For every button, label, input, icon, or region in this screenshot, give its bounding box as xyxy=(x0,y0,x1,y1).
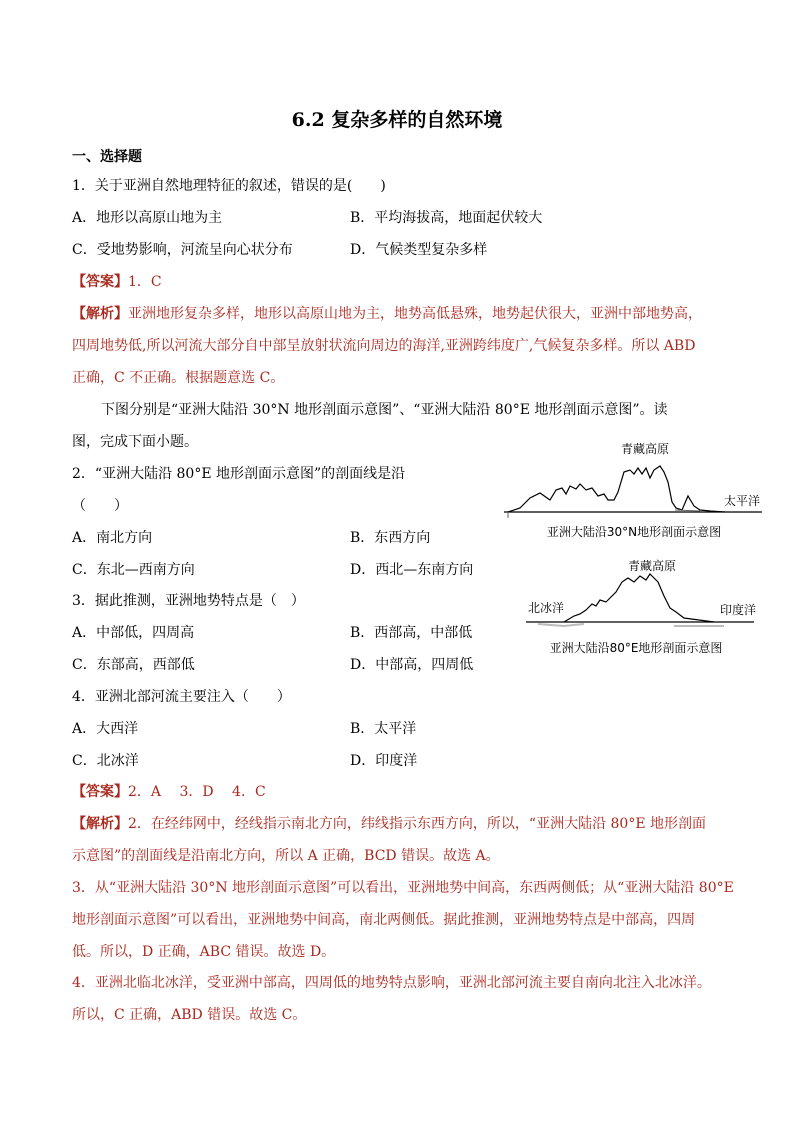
explanation-tag: 【解析】 xyxy=(72,816,128,832)
profile-30n-figure xyxy=(500,438,768,546)
fig1-ocean-label: 太平洋 xyxy=(724,494,761,508)
fig1-caption: 亚洲大陆沿30°N地形剖面示意图 xyxy=(546,525,722,539)
explanation-4-line-2: 所以，C 正确，ABD 错误。故选 C。 xyxy=(72,1007,307,1023)
explanation-1-line-3: 正确，C 不正确。根据题意选 C。 xyxy=(72,370,285,386)
section-heading: 一、选择题 xyxy=(72,149,142,165)
explanation-3-line-1: 3．从“亚洲大陆沿 30°N 地形剖面示意图”可以看出，亚洲地势中间高，东西两侧低；从“亚洲大陆沿 80°E xyxy=(72,880,734,896)
fig2-peak-label: 青藏高原 xyxy=(627,559,677,573)
question-3-stem: 3．据此推测，亚洲地势特点是（ ） xyxy=(72,593,305,609)
explanation-1-line-1 xyxy=(72,303,702,323)
question-4-option-a: A．大西洋 xyxy=(72,721,139,737)
explanation-2-line-1 xyxy=(72,813,706,833)
explanation-1-text: 亚洲地形复杂多样，地形以高原山地为主，地势高低悬殊，地势起伏很大，亚洲中部地势高， xyxy=(128,306,702,322)
question-2-option-d: D．西北—东南方向 xyxy=(350,562,474,578)
explanation-1-line-2: 四周地势低,所以河流大部分自中部呈放射状流向周边的海洋,亚洲跨纬度广,气候复杂多样。所以 ABD xyxy=(72,338,696,354)
fig2-seabed-shading xyxy=(538,624,724,626)
answer-2-text: 2．A 3．D 4．C xyxy=(128,784,266,800)
answer-2 xyxy=(72,781,266,801)
explanation-2-line-2: 示意图”的剖面线是沿南北方向，所以 A 正确，BCD 错误。故选 A。 xyxy=(72,848,500,864)
answer-1-text: 1．C xyxy=(128,274,162,290)
fig2-caption: 亚洲大陆沿80°E地形剖面示意图 xyxy=(549,641,723,655)
question-1-option-c: C．受地势影响，河流呈向心状分布 xyxy=(72,242,293,258)
explanation-tag: 【解析】 xyxy=(72,306,128,322)
question-3-option-d: D．中部高，四周低 xyxy=(350,657,474,673)
explanation-3-line-3: 低。所以，D 正确，ABC 错误。故选 D。 xyxy=(72,944,336,960)
explanation-3-line-2: 地形剖面示意图”可以看出，亚洲地势中间高，南北两侧低。据此推测，亚洲地势特点是中部高，四周 xyxy=(72,912,696,928)
question-3-option-c: C．东部高，西部低 xyxy=(72,657,195,673)
question-2-option-a: A．南北方向 xyxy=(72,530,153,546)
answer-tag: 【答案】 xyxy=(72,274,128,290)
question-4-stem: 4．亚洲北部河流主要注入（ ） xyxy=(72,689,291,705)
question-4-option-b: B．太平洋 xyxy=(350,721,417,737)
question-1-option-b: B．平均海拔高，地面起伏较大 xyxy=(350,210,543,226)
fig2-left-label: 北冰洋 xyxy=(528,601,565,615)
question-3-option-b: B．西部高，中部低 xyxy=(350,625,473,641)
explanation-4-line-1: 4．亚洲北临北冰洋，受亚洲中部高，四周低的地势特点影响，亚洲北部河流主要自南向北注入北冰洋。 xyxy=(72,975,711,991)
fig1-peak-label: 青藏高原 xyxy=(620,442,670,456)
fig1-terrain-line xyxy=(508,466,725,512)
fig2-terrain-line xyxy=(564,574,714,622)
question-2-option-c: C．东北—西南方向 xyxy=(72,562,195,578)
question-1-option-d: D．气候类型复杂多样 xyxy=(350,242,488,258)
answer-tag: 【答案】 xyxy=(72,784,128,800)
explanation-2-text: 2．在经纬网中，经线指示南北方向，纬线指示东西方向，所以，“亚洲大陆沿 80°E 地形剖面 xyxy=(128,816,706,832)
page-title: 6.2 复杂多样的自然环境 xyxy=(291,109,503,131)
question-2-stem-bracket: （ ） xyxy=(72,498,128,514)
intro-line-1: 下图分别是“亚洲大陆沿 30°N 地形剖面示意图”、“亚洲大陆沿 80°E 地形剖面示意图”。读 xyxy=(101,402,668,418)
question-3-option-a: A．中部低，四周高 xyxy=(72,625,195,641)
question-1-stem: 1．关于亚洲自然地理特征的叙述，错误的是( ) xyxy=(72,178,386,194)
fig1-shading xyxy=(508,510,700,518)
answer-1 xyxy=(72,271,162,291)
question-1-option-a: A．地形以高原山地为主 xyxy=(72,210,223,226)
question-4-option-d: D．印度洋 xyxy=(350,753,418,769)
question-2-stem: 2．“亚洲大陆沿 80°E 地形剖面示意图”的剖面线是沿 xyxy=(72,466,406,482)
profile-80e-figure xyxy=(524,556,768,658)
question-2-option-b: B．东西方向 xyxy=(350,530,431,546)
intro-line-2: 图，完成下面小题。 xyxy=(72,434,198,450)
fig2-right-label: 印度洋 xyxy=(720,603,757,617)
question-4-option-c: C．北冰洋 xyxy=(72,753,139,769)
